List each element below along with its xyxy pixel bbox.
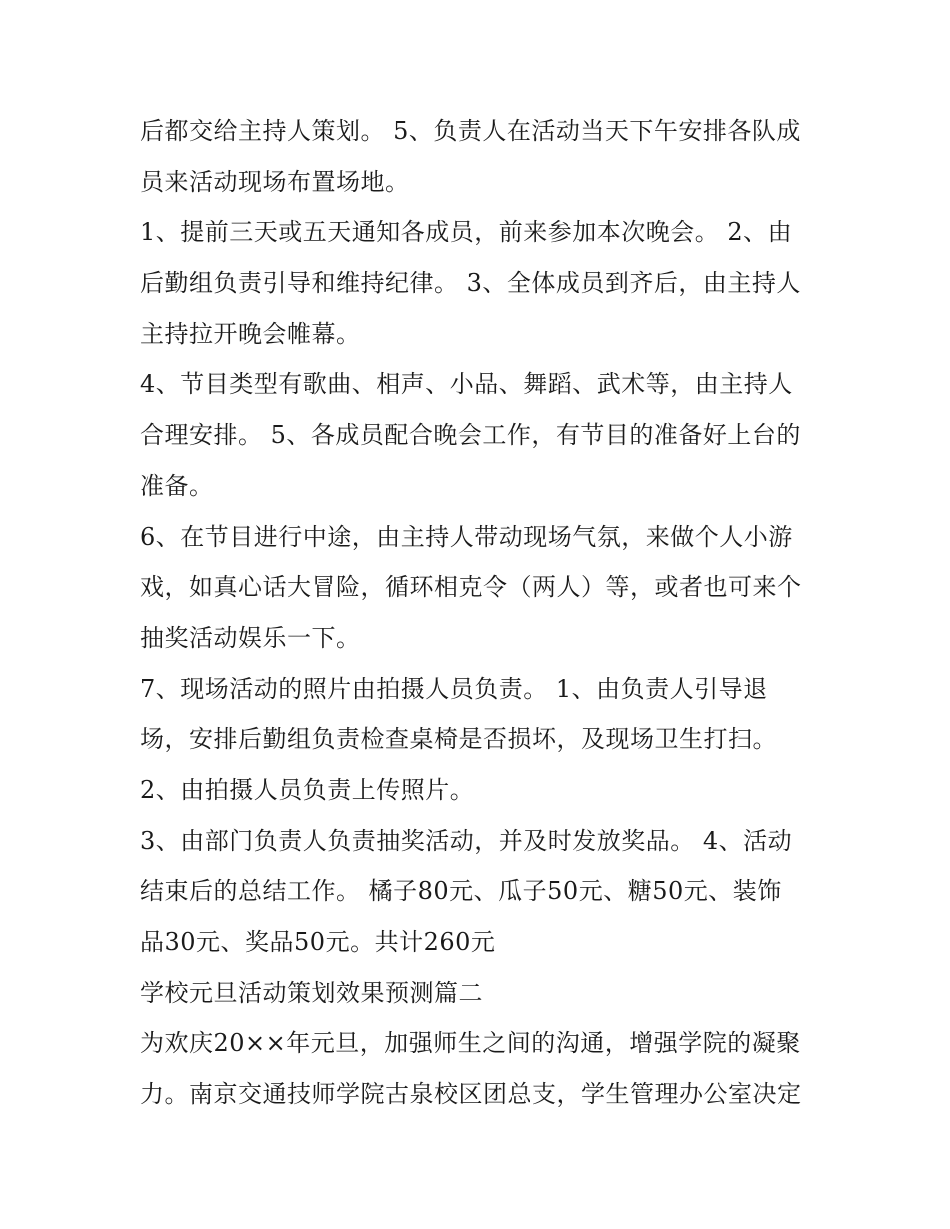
section-heading: 学校元旦活动策划效果预测篇二 bbox=[140, 978, 483, 1007]
text-line: 抽奖活动娱乐一下。 bbox=[140, 623, 361, 652]
text-line: 场，安排后勤组负责检查桌椅是否损坏，及现场卫生打扫。 bbox=[140, 725, 777, 754]
text-line: 4、节目类型有歌曲、相声、小品、舞蹈、武术等，由主持人 bbox=[140, 370, 793, 399]
text-line: 6、在节目进行中途，由主持人带动现场气氛，来做个人小游 bbox=[140, 522, 793, 551]
text-line: 2、由拍摄人员负责上传照片。 bbox=[140, 775, 475, 804]
text-line: 戏，如真心话大冒险，循环相克令（两人）等，或者也可来个 bbox=[140, 573, 802, 602]
document-body bbox=[140, 106, 840, 1120]
text-line: 合理安排。 5、各成员配合晚会工作，有节目的准备好上台的 bbox=[140, 421, 801, 450]
text-line: 主持拉开晚会帷幕。 bbox=[140, 319, 361, 348]
text-line: 员来活动现场布置场地。 bbox=[140, 167, 410, 196]
text-line: 7、现场活动的照片由拍摄人员负责。 1、由负责人引导退 bbox=[140, 674, 768, 703]
text-line: 后都交给主持人策划。 5、负责人在活动当天下午安排各队成 bbox=[140, 117, 801, 145]
text-line: 为欢庆20××年元旦，加强师生之间的沟通，增强学院的凝聚 bbox=[140, 1029, 801, 1058]
text-line: 后勤组负责引导和维持纪律。 3、全体成员到齐后，由主持人 bbox=[140, 269, 801, 298]
text-line: 力。南京交通技师学院古泉校区团总支，学生管理办公室决定 bbox=[140, 1080, 802, 1109]
text-line: 3、由部门负责人负责抽奖活动，并及时发放奖品。 4、活动 bbox=[140, 826, 793, 855]
text-line: 品30元、奖品50元。共计260元 bbox=[140, 928, 496, 956]
text-line: 准备。 bbox=[140, 471, 214, 500]
text-line: 结束后的总结工作。 橘子80元、瓜子50元、糖50元、装饰 bbox=[140, 877, 782, 906]
text-line: 1、提前三天或五天通知各成员，前来参加本次晚会。 2、由 bbox=[140, 218, 793, 247]
